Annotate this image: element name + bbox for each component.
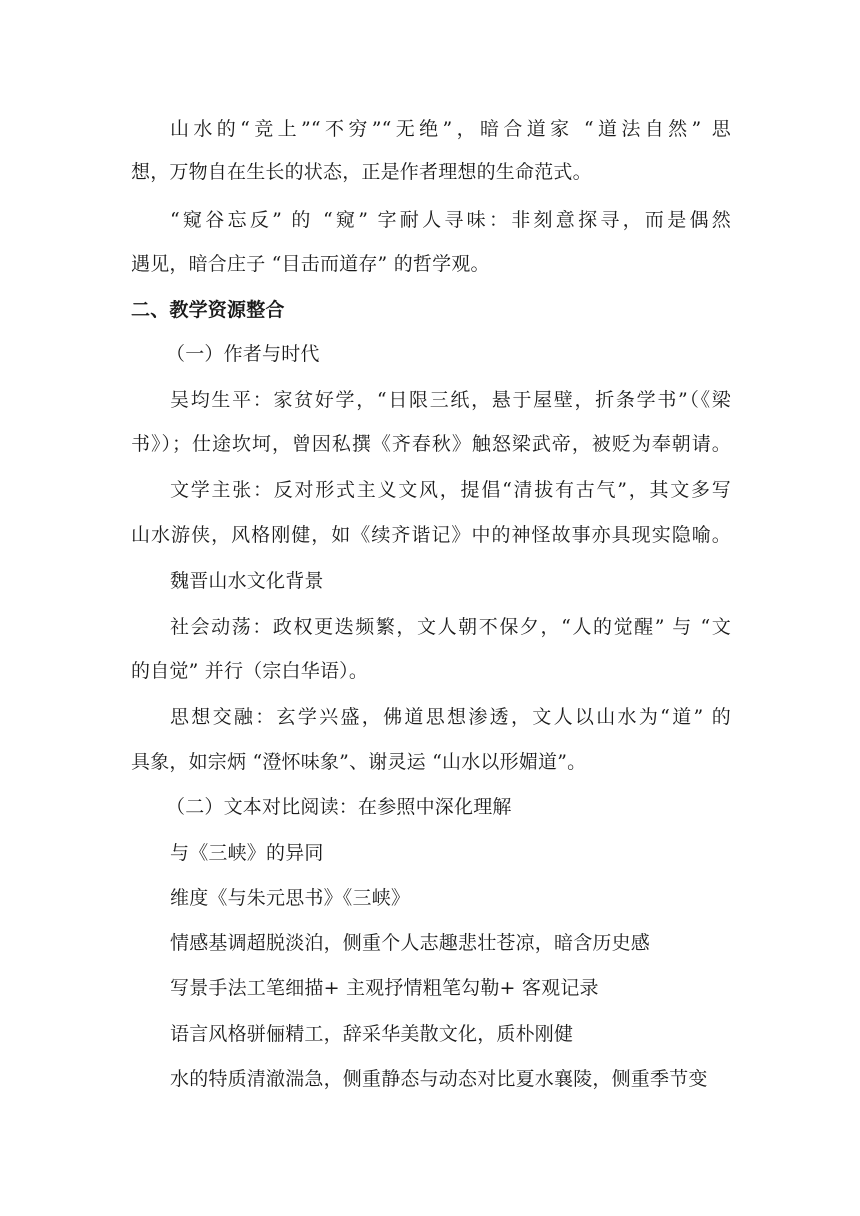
author-bio-line-2: 书》）；仕途坎坷，曾因私撰《齐春秋》触怒梁武帝，被贬为奉朝请。: [131, 433, 731, 455]
subsection-heading-compare: （二）文本对比阅读：在参照中深化理解: [166, 796, 512, 818]
compare-row-technique: 写景手法工笔细描+ 主观抒情粗笔勾勒+ 客观记录: [170, 977, 599, 999]
compare-title: 与《三峡》的异同: [170, 842, 324, 864]
author-bio-line-1: 吴均生平：家贫好学，“日限三纸，悬于屋壁，折条学书”（《梁: [170, 389, 731, 411]
thought-line-2: 具象，如宗炳 “澄怀味象”、谢灵运 “山水以形媚道”。: [131, 751, 587, 773]
literary-view-line-2: 山水游侠，风格刚健，如《续齐谐记》中的神怪故事亦具现实隐喻。: [131, 524, 731, 546]
paragraph-taoism-line-1: 山水的“竞上”“不穷”“无绝”，暗合道家 “道法自然” 思: [170, 118, 731, 140]
literary-view-line-1: 文学主张：反对形式主义文风，提倡“清拔有古气”，其文多写: [170, 479, 731, 501]
section-heading: 二、教学资源整合: [131, 299, 285, 321]
subsection-heading-author: （一）作者与时代: [166, 343, 320, 365]
social-line-1: 社会动荡：政权更迭频繁，文人朝不保夕，“人的觉醒” 与 “文: [170, 616, 731, 638]
compare-row-dimension: 维度《与朱元思书》《三峡》: [170, 887, 411, 909]
paragraph-kui-line-2: 遇见，暗合庄子 “目击而道存” 的哲学观。: [131, 253, 490, 275]
background-title: 魏晋山水文化背景: [170, 570, 324, 592]
social-line-2: 的自觉” 并行（宗白华语）。: [131, 660, 369, 682]
compare-row-language: 语言风格骈俪精工，辞采华美散文化，质朴刚健: [170, 1023, 574, 1045]
paragraph-kui-line-1: “窥谷忘反” 的 “窥” 字耐人寻味：非刻意探寻，而是偶然: [170, 209, 731, 231]
paragraph-taoism-line-2: 想，万物自在生长的状态，正是作者理想的生命范式。: [131, 161, 592, 183]
thought-line-1: 思想交融：玄学兴盛，佛道思想渗透，文人以山水为“道” 的: [170, 706, 731, 728]
compare-row-emotion: 情感基调超脱淡泊，侧重个人志趣悲壮苍凉，暗含历史感: [170, 932, 651, 954]
compare-row-water: 水的特质清澈湍急，侧重静态与动态对比夏水襄陵，侧重季节变: [170, 1068, 708, 1090]
